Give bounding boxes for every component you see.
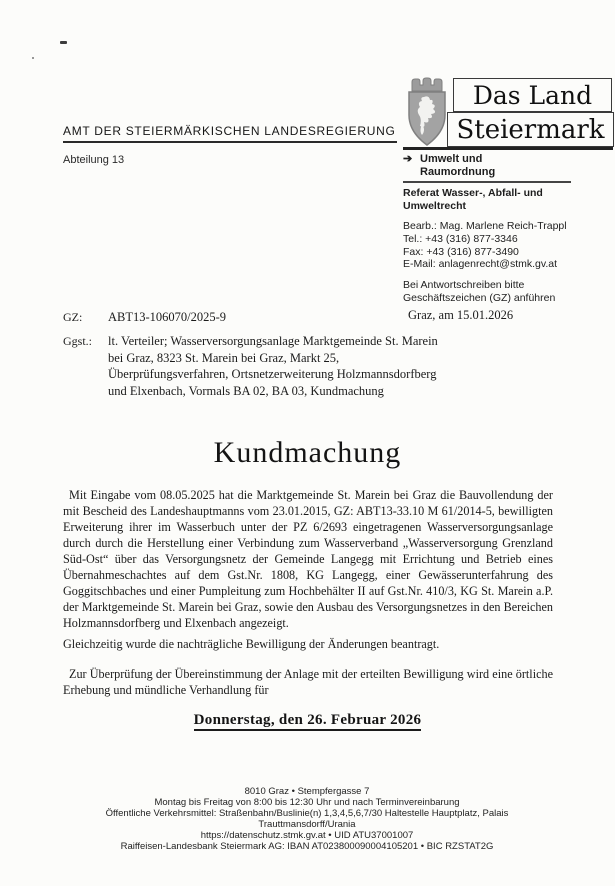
contact-fax: Fax: +43 (316) 877-3490: [403, 245, 519, 258]
reply-note-line1: Bei Antwortschreiben bitte: [403, 279, 525, 291]
subject-text: lt. Verteiler; Wasserversorgungsanlage Marktgemeinde St. Marein bei Graz, 8323 St. Marein bei Graz, Markt 25, Überprüfungsverfahren, Ortsnetzerweiterung Holzmannsdorfberg und Elxenbach, Vormals BA 02, BA 03, Kundmachung: [108, 334, 438, 398]
body-paragraph-3: Zur Überprüfung der Übereinstimmung der Anlage mit der erteilten Bewilligung wird eine örtliche Erhebung und mündliche Verhandlung für: [63, 667, 553, 697]
division-block: [403, 153, 495, 179]
footer-hours: Montag bis Freitag von 8:00 bis 12:30 Uhr und nach Terminvereinbarung: [154, 796, 460, 808]
reply-note-line2: Geschäftszeichen (GZ) anführen: [403, 291, 556, 304]
referat-line2: Umweltrecht: [403, 200, 467, 212]
gz-label: GZ:: [63, 310, 83, 324]
footer-block: [67, 787, 547, 852]
steiermark-coat-of-arms-icon: [404, 77, 450, 148]
division-name-line1: Umwelt und: [420, 153, 483, 165]
body-paragraph-1: Mit Eingabe vom 08.05.2025 hat die Marktgemeinde St. Marein bei Graz die Bauvollendung der mit Bescheid des Landeshauptmanns vom 23.01.2015, GZ: ABT13-33.10 M 61/2014-5, bewilligten Erweiterung ihrer im Wasserbuch unter der PZ 6/2693 eingetragenen Wasserversorgungsanlage durch durch die Herstellung einer Verbindung zum Wasserverband „Wasserversorgung Grenzland Süd-Ost“ über das Versorgungsnetz der Gemeinde Langegg mit Errichtung und Betrieb eines Übernahmeschachtes auf dem Gst.Nr. 1808, KG Langegg, einer Gewässerunterfahrung des Goggitschbaches und einer Pumpleitung zum Hochbehälter II auf Gst.Nr. 410/3, KG St. Marein a.P. der Marktgemeinde St. Marein bei Graz, sowie den Ausbau des Versorgungsnetzes in den Bereichen Holzmannsdorfberg und Elxenbach angezeigt.: [63, 488, 553, 630]
division-rule: [403, 181, 571, 183]
issuing-office-title: AMT DER STEIERMÄRKISCHEN LANDESREGIERUNG: [63, 124, 396, 138]
logo-brand-line2: [447, 112, 614, 147]
referat-block: [403, 187, 543, 213]
reply-note: [403, 279, 555, 305]
body-paragraph-2: Gleichzeitig wurde die nachträgliche Bewilligung der Änderungen beantragt.: [63, 637, 440, 651]
footer-transport: Öffentliche Verkehrsmittel: Straßenbahn/Buslinie(n) 1,3,4,5,6,7/30 Haltestelle Hauptplatz, Palais Trauttmansdorff/Urania: [105, 807, 509, 830]
scan-artifact: [32, 57, 34, 59]
department-label: Abteilung 13: [63, 154, 125, 166]
arrow-right-icon: ➔: [403, 153, 413, 165]
logo-text: Steiermark: [456, 114, 605, 145]
division-name-line2: Raumordnung: [420, 166, 496, 178]
footer-address: 8010 Graz • Stempfergasse 7: [244, 786, 370, 797]
contact-editor: Bearb.: Mag. Marlene Reich-Trappl: [403, 220, 567, 232]
gz-number: ABT13-106070/2025-9: [108, 310, 227, 324]
arrow-spacer: [403, 166, 420, 179]
logo-divider-rule: [403, 147, 613, 150]
footer-privacy-uid: https://datenschutz.stmk.gv.at • UID ATU37001007: [200, 829, 414, 841]
place-and-date: Graz, am 15.01.2026: [408, 308, 514, 322]
header-rule: [63, 141, 397, 143]
hearing-date-line: [0, 711, 615, 729]
contact-block: [403, 220, 567, 271]
logo-brand-line1: [453, 78, 612, 112]
contact-phone: Tel.: +43 (316) 877-3346: [403, 232, 518, 245]
logo-text: Das Land: [472, 80, 593, 110]
footer-bank: Raiffeisen-Landesbank Steiermark AG: IBAN AT023800090004105201 • BIC RZSTAT2G: [120, 840, 494, 852]
contact-email: E-Mail: anlagenrecht@stmk.gv.at: [403, 258, 558, 271]
document-title: Kundmachung: [213, 436, 402, 469]
referat-line1: Referat Wasser-, Abfall- und: [403, 187, 543, 199]
hearing-date-text: Donnerstag, den 26. Februar 2026: [194, 712, 422, 731]
scan-artifact: [60, 41, 67, 44]
subject-label: Ggst.:: [63, 334, 93, 348]
